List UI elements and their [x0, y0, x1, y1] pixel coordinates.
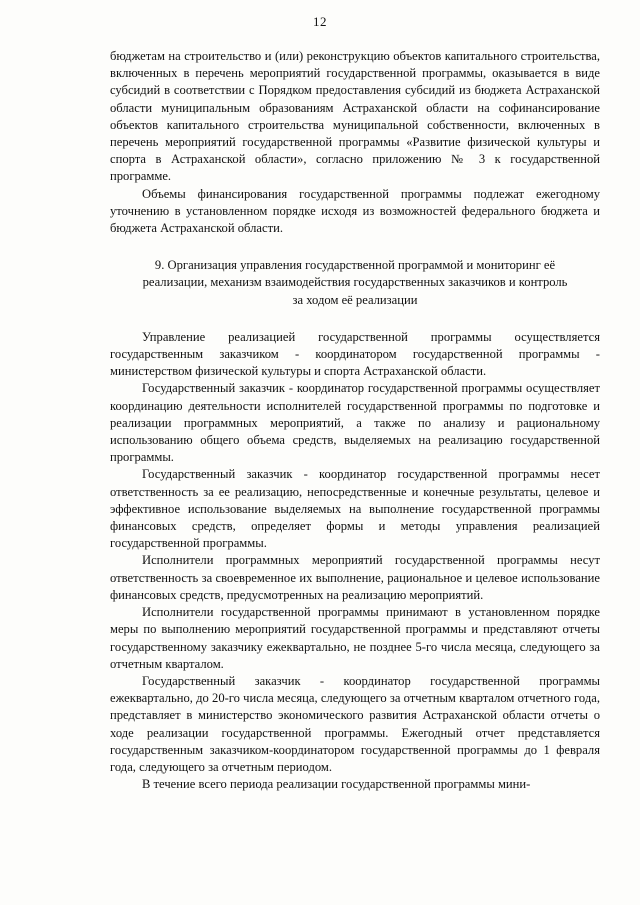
paragraph-continuation: бюджетам на строительство и (или) реконструкцию объектов капитального строительства, включенных в перечень мероприятий государственной программы, оказывается в виде субсидий в соответствии с Порядком предоставления субсидий из бюджета Астраханской области муниципальным образованиям Астраханской области на софинансирование объектов капитального строительства муниципальной собственности, включенных в перечень мероприятий государственной программы «Развитие физической культуры и спорта в Астраханской области», согласно приложению № 3 к государственной программе.: [110, 49, 600, 184]
paragraph-period: В течение всего периода реализации государственной программы мини-: [142, 777, 531, 792]
paragraph-funding: Объемы финансирования государственной программы подлежат ежегодному уточнению в установленном порядке исходя из возможностей федерального бюджета и бюджета Астраханской области.: [110, 186, 600, 236]
document-body: [110, 48, 600, 793]
paragraph-responsibility: Государственный заказчик - координатор государственной программы несет ответственность за ее реализацию, непосредственные и конечные результаты, целевое и эффективное использование выделяемых на выполнение государственной программы финансовых средств, определяет формы и методы управления реализацией государственной программы.: [110, 467, 600, 551]
section-heading: 9. Организация управления государственной программой и мониторинг её реализации, механизм взаимодействия государственных заказчиков и контроль за ходом её реализации: [142, 258, 568, 307]
paragraph-management: Управление реализацией государственной программы осуществляется государственным заказчиком - координатором государственной программы - министерством физической культуры и спорта Астраханской области.: [110, 329, 600, 379]
paragraph-executors: Исполнители программных мероприятий государственной программы несут ответственность за своевременное их выполнение, рациональное и целевое использование финансовых средств, предусмотренных на реализацию мероприятий.: [110, 553, 600, 602]
page-number: 12: [313, 14, 327, 29]
paragraph-quarterly: Государственный заказчик - координатор государственной программы ежеквартально, до 20-го числа месяца, следующего за отчетным кварталом отчетного года, представляет в министерство экономического развития Астраханской области отчеты о ходе реализации государственной программы. Ежегодный отчет представляется государственным заказчиком-координатором государственной программы до 1 февраля года, следующего за отчетным периодом.: [110, 673, 600, 774]
paragraph-reports: Исполнители государственной программы принимают в установленном порядке меры по выполнению мероприятий государственной программы и представляют отчеты государственному заказчику ежеквартально, не позднее 5-го числа месяца, следующего за отчетным кварталом.: [110, 605, 600, 671]
paragraph-coordination: Государственный заказчик - координатор государственной программы осуществляет координацию деятельности исполнителей государственной программы по подготовке и реализации программных мероприятий, а также по анализу и рациональному использованию общего объема средств, выделяемых на реализацию государственной программы.: [110, 381, 600, 465]
